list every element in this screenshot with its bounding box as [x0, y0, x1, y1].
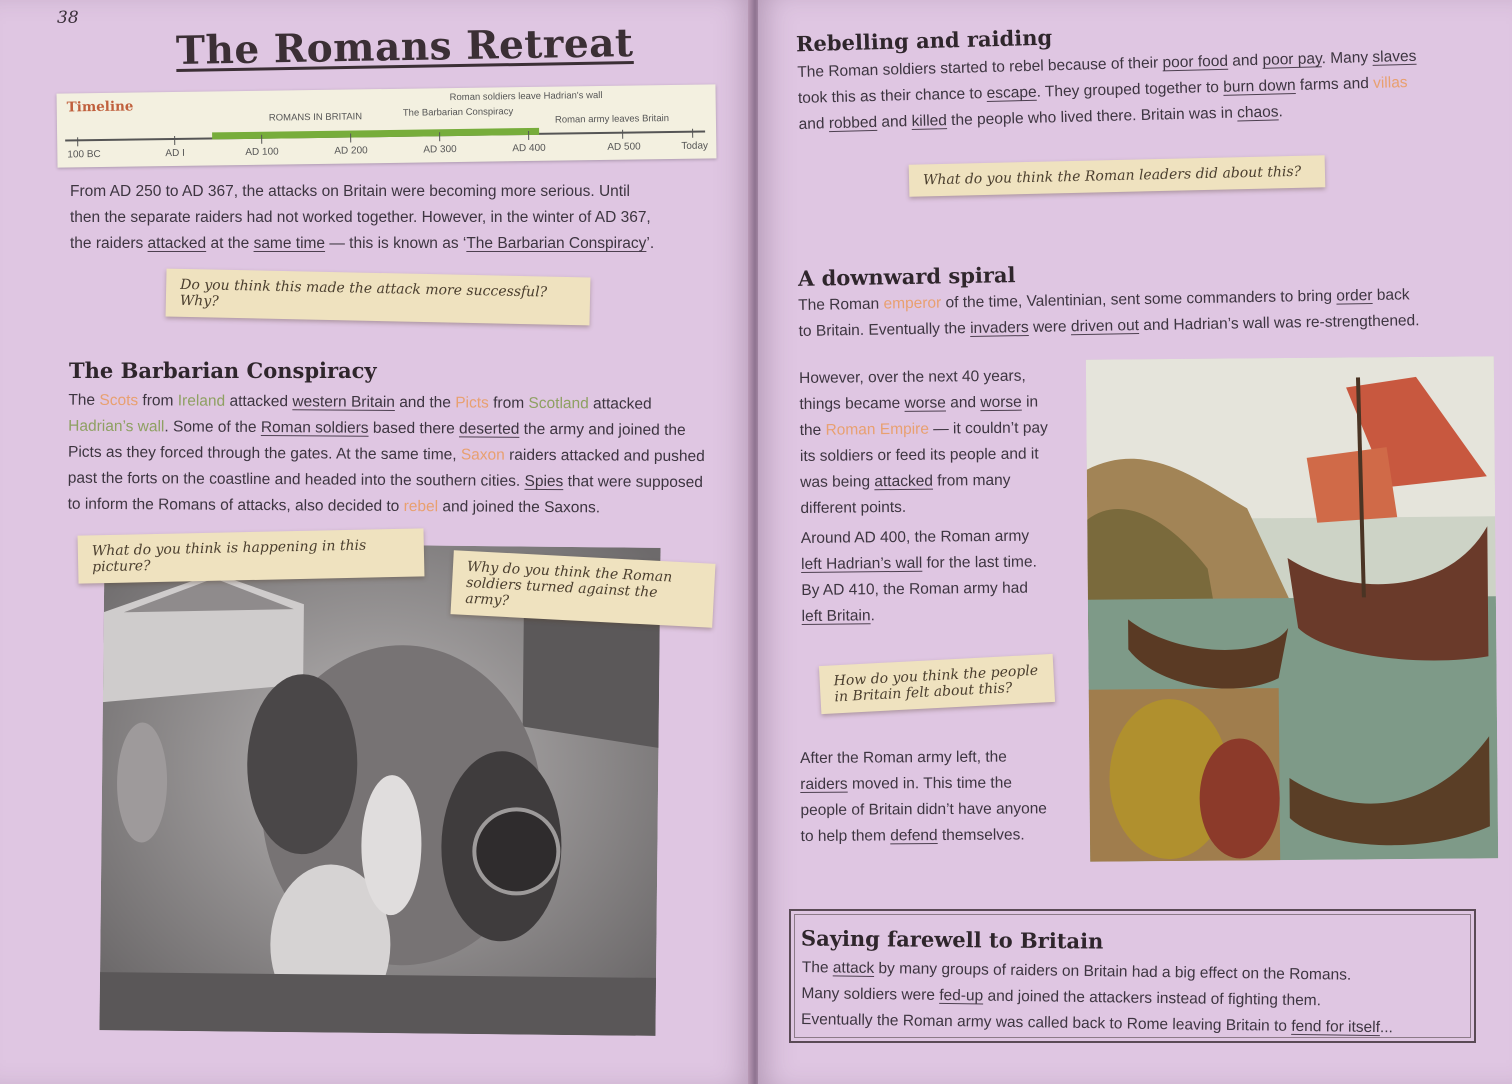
- timeline-tick: [528, 131, 529, 140]
- timeline-tick-label: AD 400: [512, 142, 546, 155]
- question-note: Do you think this made the attack more successful? Why?: [166, 269, 591, 326]
- timeline-event: Roman army leaves Britain: [554, 113, 670, 126]
- question-note: Why do you think the Roman soldiers turned against the army?: [451, 550, 716, 628]
- page-title: The Romans Retreat: [175, 20, 634, 74]
- timeline-tick: [261, 135, 262, 144]
- farewell-paragraph: The attack by many groups of raiders on Britain had a big effect on the Romans. Many soldiers were fed-up and joined the attackers instead of fighting them. Eventually the Roman army was called back to Rome leaving Britain to fend for itself...: [800, 958, 1394, 1037]
- question-note: What do you think is happening in this picture?: [78, 528, 425, 583]
- page-number: 38: [57, 8, 79, 28]
- timeline: [57, 84, 717, 167]
- section-heading: A downward spiral: [797, 262, 1016, 291]
- timeline-tick: [622, 130, 623, 139]
- timeline-tick: [174, 136, 175, 145]
- timeline-tick-label: Today: [681, 140, 709, 152]
- timeline-tick-label: AD 200: [334, 145, 368, 157]
- section-heading: Saying farewell to Britain: [800, 925, 1104, 954]
- section-heading: Rebelling and raiding: [795, 24, 1053, 57]
- right-page: [758, 0, 1512, 1084]
- section-heading: The Barbarian Conspiracy: [69, 358, 377, 383]
- timeline-tick-label: AD 500: [607, 141, 641, 153]
- conspiracy-paragraph: The Scots from Ireland attacked western Britain and the Picts from Scotland attacked Hadrian’s wall. Some of the Roman soldiers based there deserted the army and joined the Picts as they forced through the gates. At the same time, Saxon raiders attacked and pushed past the forts on the coastline and headed into the southern cities. Spies that were supposed to inform the Romans of attacks, also decided to rebel and joined the Saxons.: [67, 391, 705, 517]
- spiral-paragraph: The Roman emperor of the time, Valentinian, sent some commanders to bring order back to Britain. Eventually the invaders were driven out and Hadrian’s wall was re-strengthened.: [798, 286, 1420, 340]
- intro-paragraph: From AD 250 to AD 367, the attacks on Britain were becoming more serious. Until then the separate raiders had not worked together. However, in the winter of AD 367, the raiders attacked at the same time — this is known as ‘The Barbarian Conspiracy’.: [70, 183, 655, 252]
- timeline-event: Roman soldiers leave Hadrian's wall: [449, 89, 603, 104]
- timeline-event: ROMANS IN BRITAIN: [268, 111, 363, 124]
- left-page: [0, 0, 752, 1084]
- timeline-tick: [439, 132, 440, 141]
- question-note: How do you think the people in Britain felt about this?: [819, 654, 1055, 714]
- timeline-event: The Barbarian Conspiracy: [402, 106, 514, 119]
- ships-illustration: [1086, 356, 1498, 862]
- question-note: What do you think the Roman leaders did about this?: [909, 155, 1326, 196]
- timeline-label: Timeline: [66, 98, 134, 116]
- timeline-tick-label: AD 100: [245, 146, 279, 158]
- rebelling-paragraph: The Roman soldiers started to rebel because of their poor food and poor pay. Many slaves took this as their chance to escape. They grouped together to burn down farms and villas and robbed and killed the people who lived there. Britain was in chaos.: [797, 47, 1417, 133]
- after-paragraph: After the Roman army left, the raiders moved in. This time the people of Britain didn’t have anyone to help them defend themselves.: [800, 748, 1047, 845]
- timeline-tick-label: AD 300: [423, 144, 457, 156]
- timeline-tick-label: 100 BC: [67, 148, 101, 161]
- timeline-tick: [692, 129, 693, 138]
- timeline-tick: [77, 137, 78, 146]
- summary-box: [789, 909, 1476, 1043]
- timeline-tick: [350, 133, 351, 142]
- decline-paragraph: However, over the next 40 years, things became worse and worse in the Roman Empire — it couldn’t pay its soldiers or feed its people and it was being attacked from many different points. Around AD 400, the Roman army left Hadrian’s wall for the last time. By AD 410, the Roman army had left Britain.: [799, 367, 1048, 625]
- timeline-tick-label: AD I: [165, 147, 185, 160]
